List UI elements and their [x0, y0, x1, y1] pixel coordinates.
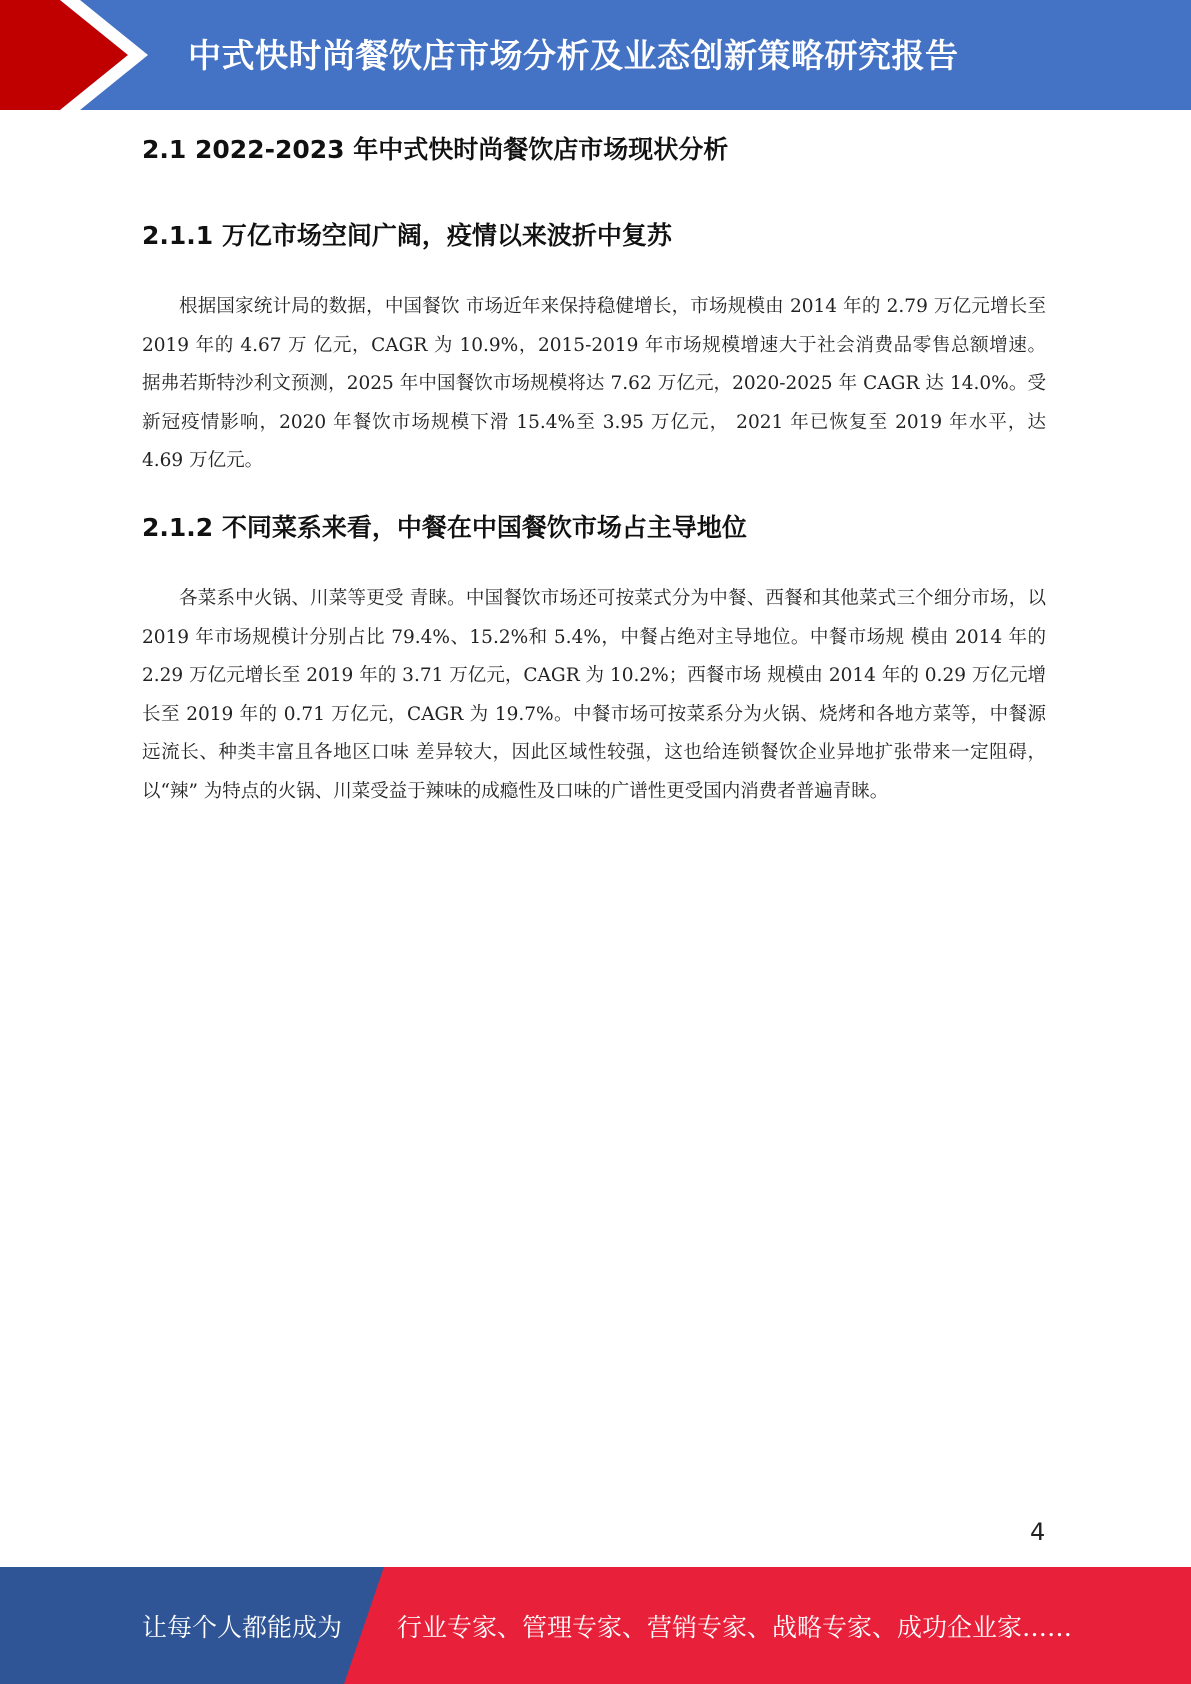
section-heading-2-1: 2.1 2022-2023 年中式快时尚餐饮店市场现状分析: [142, 135, 729, 164]
paragraph-2-1-1: 根据国家统计局的数据，中国餐饮 市场近年来保持稳健增长，市场规模由 2014 年的 2.79 万亿元增长至 2019 年的 4.67 万 亿元，CAGR 为 10.9%，2015-2019 年市场规模增速大于社会消费品零售总额增速。 据弗若斯特沙利文预测，2025 年中国餐饮市场规模将达 7.62 万亿元，2020-2025 年 CAGR 达 14.0%。受新冠疫情影响，2020 年餐饮市场规模下滑 15.4%至 3.95 万亿元， 2021 年已恢复至 2019 年水平，达 4.69 万亿元。: [142, 296, 1046, 471]
section-heading-2-1-2: 2.1.2 不同菜系来看，中餐在中国餐饮市场占主导地位: [142, 513, 747, 542]
paragraph-2-1-2: 各菜系中火锅、川菜等更受 青睐。中国餐饮市场还可按菜式分为中餐、西餐和其他菜式三个细分市场，以 2019 年市场规模计分别占比 79.4%、15.2%和 5.4%，中餐占绝对主导地位。中餐市场规 模由 2014 年的 2.29 万亿元增长至 2019 年的 3.71 万亿元，CAGR 为 10.2%；西餐市场 规模由 2014 年的 0.29 万亿元增长至 2019 年的 0.71 万亿元，CAGR 为 19.7%。中餐市场可按菜系分为火锅、烧烤和各地方菜等，中餐源远流长、种类丰富且各地区口味 差异较大，因此区域性较强，这也给连锁餐饮企业异地扩张带来一定阻碍，以“辣” 为特点的火锅、川菜受益于辣味的成瘾性及口味的广谱性更受国内消费者普遍青睐。: [142, 588, 1046, 802]
section-heading-2-1-1: 2.1.1 万亿市场空间广阔，疫情以来波折中复苏: [142, 221, 672, 250]
footer-slogan-right: 行业专家、管理专家、营销专家、战略专家、成功企业家……: [397, 1612, 1073, 1642]
footer-slogan-left: 让每个人都能成为: [142, 1612, 343, 1642]
report-title: 中式快时尚餐饮店市场分析及业态创新策略研究报告: [188, 35, 959, 75]
report-header: [0, 0, 1191, 110]
report-footer: [0, 1567, 1191, 1684]
page-number: 4: [1030, 1518, 1046, 1546]
